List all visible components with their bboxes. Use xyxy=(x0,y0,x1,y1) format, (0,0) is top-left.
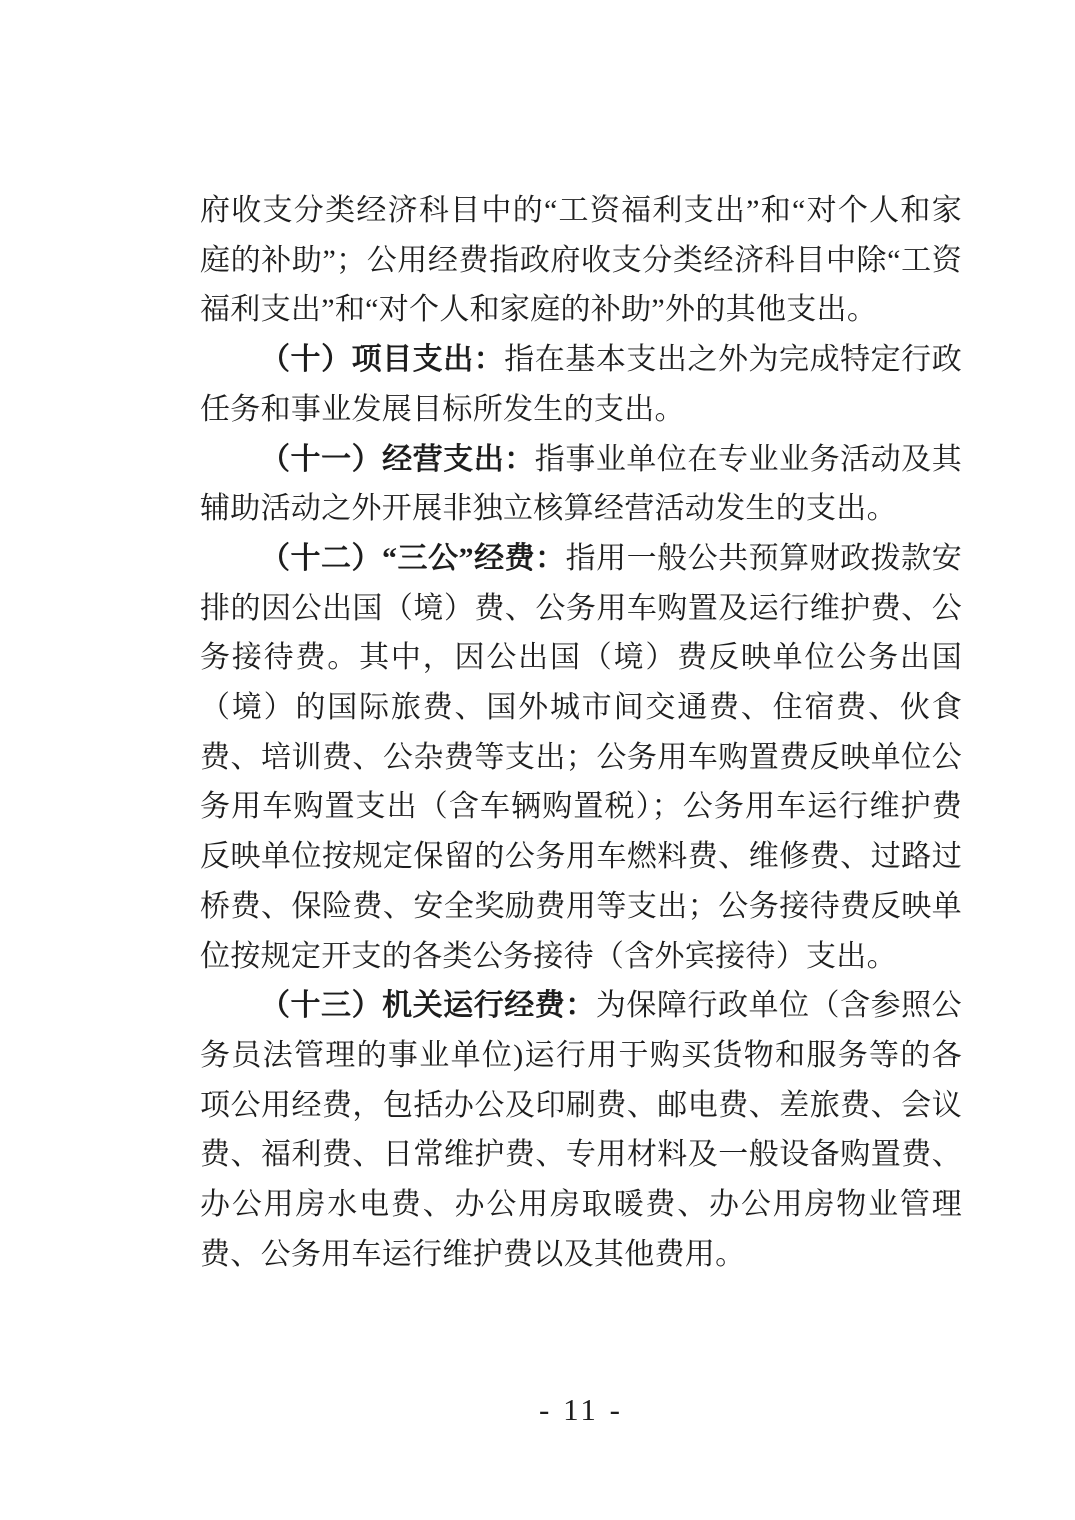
paragraph-lead-term: （十三）机关运行经费： xyxy=(260,989,596,1023)
paragraph xyxy=(200,335,962,434)
paragraph xyxy=(200,435,962,534)
page-number: - 11 - xyxy=(539,1392,623,1427)
paragraph-text: 指用一般公共预算财政拨款安排的因公出国（境）费、公务用车购置及运行维护费、公务接待费。其中，因公出国（境）费反映单位公务出国（境）的国际旅费、国外城市间交通费、住宿费、伙食费、培训费、公杂费等支出；公务用车购置费反映单位公务用车购置支出（含车辆购置税）；公务用车运行维护费反映单位按规定保留的公务用车燃料费、维修费、过路过桥费、保险费、安全奖励费用等支出；公务接待费反映单位按规定开支的各类公务接待（含外宾接待）支出。 xyxy=(200,541,962,973)
paragraph-lead-term: （十二）“三公”经费： xyxy=(260,541,566,575)
paragraph xyxy=(200,534,962,981)
paragraph-text: 为保障行政单位（含参照公务员法管理的事业单位)运行用于购买货物和服务等的各项公用经费，包括办公及印刷费、邮电费、差旅费、会议费、福利费、日常维护费、专用材料及一般设备购置费、办公用房水电费、办公用房取暖费、办公用房物业管理费、公务用车运行维护费以及其他费用。 xyxy=(200,989,962,1271)
document-body xyxy=(200,186,962,1279)
paragraph xyxy=(200,981,962,1279)
paragraph-lead-term: （十）项目支出： xyxy=(260,343,505,377)
paragraph-text: 府收支分类经济科目中的“工资福利支出”和“对个人和家庭的补助”；公用经费指政府收支分类经济科目中除“工资福利支出”和“对个人和家庭的补助”外的其他支出。 xyxy=(200,194,962,327)
paragraph xyxy=(200,186,962,335)
paragraph-lead-term: （十一）经营支出： xyxy=(260,442,535,476)
paragraph-text: 指在基本支出之外为完成特定行政任务和事业发展目标所发生的支出。 xyxy=(200,343,963,426)
paragraph-text: 指事业单位在专业业务活动及其辅助活动之外开展非独立核算经营活动发生的支出。 xyxy=(200,442,963,526)
